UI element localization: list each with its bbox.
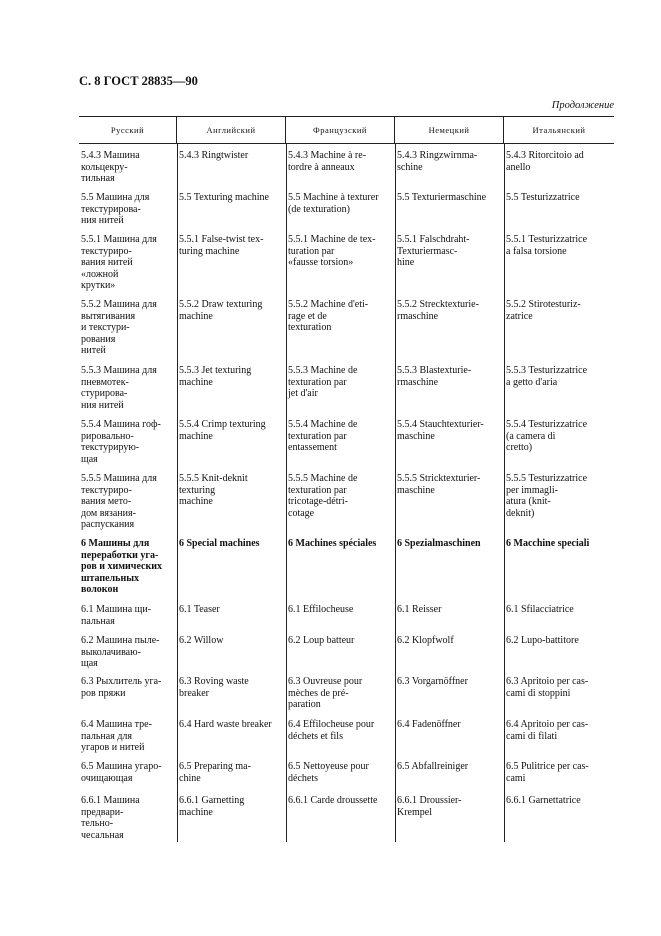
cell-english: 6.3 Roving waste breaker (179, 676, 249, 699)
table-row (79, 761, 614, 784)
cell-russian: 5.5 Машина для текстурирова- ния нитей (81, 192, 150, 226)
cell-german: 5.4.3 Ringzwirnma- schine (397, 150, 478, 173)
cell-russian: 6.4 Машина тре- пальная для угаров и нитей (81, 719, 152, 753)
cell-english: 6 Special machines (179, 538, 260, 549)
cell-german: 6.6.1 Droussier- Krempel (397, 795, 462, 818)
cell-french: 5.5.4 Machine de texturation par entassement (288, 419, 358, 453)
cell-french: 5.5.2 Machine d'eti- rage et de texturation (288, 299, 369, 333)
cell-english: 5.5 Texturing machine (179, 192, 269, 203)
cell-french: 5.5 Machine à texturer (de texturation) (288, 192, 379, 215)
terms-table (79, 116, 614, 842)
cell-italian: 6.6.1 Garnettatrice (506, 795, 581, 806)
column-header-french: Французский (286, 117, 395, 143)
cell-english: 6.2 Willow (179, 635, 224, 646)
cell-french: 6.5 Nettoyeuse pour déchets (288, 761, 369, 784)
cell-english: 5.5.1 False-twist tex- turing machine (179, 234, 264, 257)
column-header-italian: Итальянский (532, 125, 586, 135)
cell-english: 6.4 Hard waste breaker (179, 719, 272, 730)
cell-italian: 6.5 Pulitrice per cas- cami (506, 761, 589, 784)
cell-russian: 5.5.1 Машина для текстуриро- вания нитей «ложной крутки» (81, 234, 157, 291)
cell-italian: 5.5.4 Testurizzatrice (a camera di cretto) (506, 419, 588, 453)
cell-english: 6.6.1 Garnetting machine (179, 795, 245, 818)
cell-french: 6 Machines spéciales (288, 538, 377, 549)
cell-german: 6.4 Fadenöffner (397, 719, 461, 730)
cell-italian: 6 Macchine speciali (506, 538, 590, 549)
cell-italian: 5.5.1 Testurizzatrice a falsa torsione (506, 234, 588, 257)
cell-french: 6.6.1 Carde droussette (288, 795, 378, 806)
cell-french: 5.5.5 Machine de texturation par tricotage-détri- cotage (288, 473, 358, 519)
table-row (79, 676, 614, 711)
cell-english: 5.5.3 Jet texturing machine (179, 365, 252, 388)
cell-italian: 5.5 Testurizzatrice (506, 192, 580, 203)
table-row (79, 473, 614, 531)
cell-russian: 5.4.3 Машина кольцекру- тильная (81, 150, 140, 184)
cell-russian: 6 Машины для переработки уга- ров и химических штапельных волокон (81, 538, 162, 595)
table-row (79, 604, 614, 627)
cell-russian: 5.5.4 Машина гоф- рировально- текстурирую- щая (81, 419, 161, 465)
cell-german: 5.5 Texturiermaschine (397, 192, 487, 203)
cell-french: 5.5.3 Machine de texturation par jet d'air (288, 365, 358, 399)
table-row (79, 365, 614, 411)
column-header-english: Английский (177, 117, 286, 143)
page-header: С. 8 ГОСТ 28835—90 (79, 74, 198, 88)
cell-german: 6.1 Reisser (397, 604, 442, 615)
continuation-label: Продолжение (551, 100, 614, 111)
table-row (79, 635, 614, 670)
cell-german: 5.5.2 Strecktexturie- rmaschine (397, 299, 479, 322)
cell-russian: 5.5.2 Машина для вытягивания и текстури- рования нитей (81, 299, 157, 356)
table-row (79, 795, 614, 841)
table-row (79, 150, 614, 185)
cell-italian: 5.5.3 Testurizzatrice a getto d'aria (506, 365, 588, 388)
cell-russian: 6.6.1 Машина предвари- тельно- чесальная (81, 795, 140, 841)
cell-italian: 6.4 Apritoio per cas- cami di filati (506, 719, 589, 742)
cell-english: 6.5 Preparing ma- chine (179, 761, 251, 784)
cell-german: 5.5.4 Stauchtexturier- maschine (397, 419, 484, 442)
cell-italian: 6.3 Apritoio per cas- cami di stoppini (506, 676, 589, 699)
cell-italian: 5.5.2 Stirotesturiz- zatrice (506, 299, 581, 322)
cell-german: 6 Spezialmaschinen (397, 538, 481, 549)
cell-italian: 6.2 Lupo-battitore (506, 635, 579, 646)
cell-russian: 5.5.3 Машина для пневмотек- стурирова- ния нитей (81, 365, 157, 411)
table-header-row (79, 116, 614, 144)
cell-german: 6.3 Vorgarnöffner (397, 676, 468, 687)
table-body (79, 144, 614, 842)
column-header-russian: Русский (79, 117, 177, 143)
cell-english: 5.5.5 Knit-deknit texturing machine (179, 473, 248, 507)
cell-russian: 5.5.5 Машина для текстуриро- вания мето- дом вязания- распускания (81, 473, 157, 530)
column-header-german: Немецкий (395, 117, 504, 143)
cell-german: 5.5.5 Stricktexturier- maschine (397, 473, 481, 496)
cell-english: 5.5.2 Draw texturing machine (179, 299, 263, 322)
cell-french: 5.5.1 Machine de tex- turation par «fausse torsion» (288, 234, 376, 268)
cell-russian: 6.5 Машина угаро- очищающая (81, 761, 162, 784)
cell-russian: 6.1 Машина щи- пальная (81, 604, 152, 627)
cell-french: 6.1 Effilocheuse (288, 604, 354, 615)
table-row (79, 234, 614, 292)
cell-french: 6.3 Ouvreuse pour mèches de pré- paration (288, 676, 363, 710)
cell-russian: 6.3 Рыхлитель уга- ров пряжи (81, 676, 162, 699)
cell-german: 6.2 Klopfwolf (397, 635, 454, 646)
table-row (79, 719, 614, 754)
table-row (79, 192, 614, 227)
cell-english: 6.1 Teaser (179, 604, 220, 615)
table-row (79, 538, 614, 596)
cell-italian: 5.5.5 Testurizzatrice per immagli- atura (knit- deknit) (506, 473, 588, 519)
cell-russian: 6.2 Машина пыле- выколачиваю- щая (81, 635, 160, 669)
cell-german: 5.5.3 Blastexturie- rmaschine (397, 365, 472, 388)
cell-italian: 6.1 Sfilacciatrice (506, 604, 574, 615)
cell-french: 5.4.3 Machine à re- tordre à anneaux (288, 150, 367, 173)
cell-french: 6.4 Effilocheuse pour déchets et fils (288, 719, 375, 742)
cell-french: 6.2 Loup batteur (288, 635, 355, 646)
cell-german: 6.5 Abfallreiniger (397, 761, 469, 772)
cell-german: 5.5.1 Falschdraht- Texturiermasc- hine (397, 234, 470, 268)
cell-italian: 5.4.3 Ritorcitoio ad anello (506, 150, 584, 173)
table-row (79, 419, 614, 465)
cell-english: 5.4.3 Ringtwister (179, 150, 249, 161)
cell-english: 5.5.4 Crimp texturing machine (179, 419, 266, 442)
table-row (79, 299, 614, 357)
